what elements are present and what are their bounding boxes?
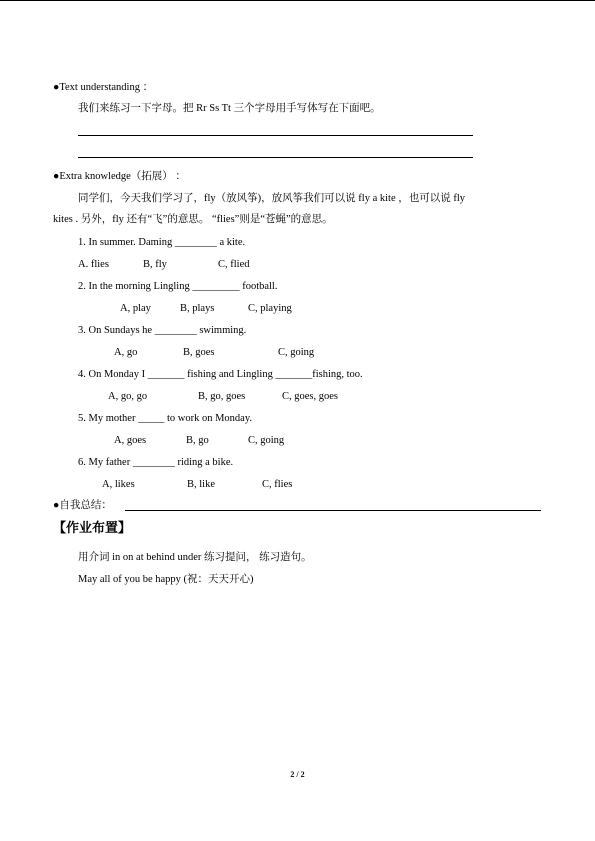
q6-option-a: A, likes xyxy=(102,479,135,490)
homework-heading: 【作业布置】 xyxy=(53,521,132,536)
summary-write-line xyxy=(125,510,541,511)
q3-option-a: A, go xyxy=(114,347,138,358)
section-instruction: 我们来练习一下字母。把 Rr Ss Tt 三个字母用手写体写在下面吧。 xyxy=(78,103,381,114)
section-heading-extra-knowledge: ●Extra knowledge（拓展） ： xyxy=(53,171,186,182)
homework-line-2: May all of you be happy (祝：天天开心) xyxy=(78,574,254,585)
writing-line-1 xyxy=(78,135,473,136)
q5-option-b: B, go xyxy=(186,435,209,446)
question-5: 5. My mother _____ to work on Monday. xyxy=(78,413,253,424)
intro-line-1: 同学们，今天我们学习了，fly（放风筝)，放风筝我们可以说 fly a kite ，也可以说 fly xyxy=(78,193,466,204)
intro-line-2: kites . 另外，fly 还有“飞”的意思。 “flies”则是“苍蝇”的意思。 xyxy=(53,214,333,225)
question-1: 1. In summer. Daming ________ a kite. xyxy=(78,237,246,248)
writing-line-2 xyxy=(78,157,473,158)
top-border xyxy=(0,0,595,1)
q2-option-a: A, play xyxy=(120,303,151,314)
q5-option-c: C, going xyxy=(248,435,285,446)
homework-line-1: 用介词 in on at behind under 练习提问， 练习造句。 xyxy=(78,552,312,563)
question-2: 2. In the morning Lingling _________ football. xyxy=(78,281,278,292)
q5-option-a: A, goes xyxy=(114,435,147,446)
q3-option-c: C, going xyxy=(278,347,315,358)
question-6: 6. My father ________ riding a bike. xyxy=(78,457,234,468)
page-number: 2 / 2 xyxy=(290,770,305,779)
q2-option-c: C, playing xyxy=(248,303,292,314)
summary-label: ●自我总结： xyxy=(53,500,112,511)
question-3: 3. On Sundays he ________ swimming. xyxy=(78,325,247,336)
q1-option-b: B, fly xyxy=(143,259,167,270)
q3-option-b: B, goes xyxy=(183,347,215,358)
q6-option-c: C, flies xyxy=(262,479,293,490)
q2-option-b: B, plays xyxy=(180,303,215,314)
q6-option-b: B, like xyxy=(187,479,215,490)
q1-option-a: A. flies xyxy=(78,259,109,270)
q4-option-b: B, go, goes xyxy=(198,391,246,402)
section-heading-text-understanding: ●Text understanding ： xyxy=(53,82,154,93)
q4-option-a: A, go, go xyxy=(108,391,148,402)
q1-option-c: C, flied xyxy=(218,259,250,270)
question-4: 4. On Monday I _______ fishing and Lingling _______fishing, too. xyxy=(78,369,363,380)
q4-option-c: C, goes, goes xyxy=(282,391,338,402)
